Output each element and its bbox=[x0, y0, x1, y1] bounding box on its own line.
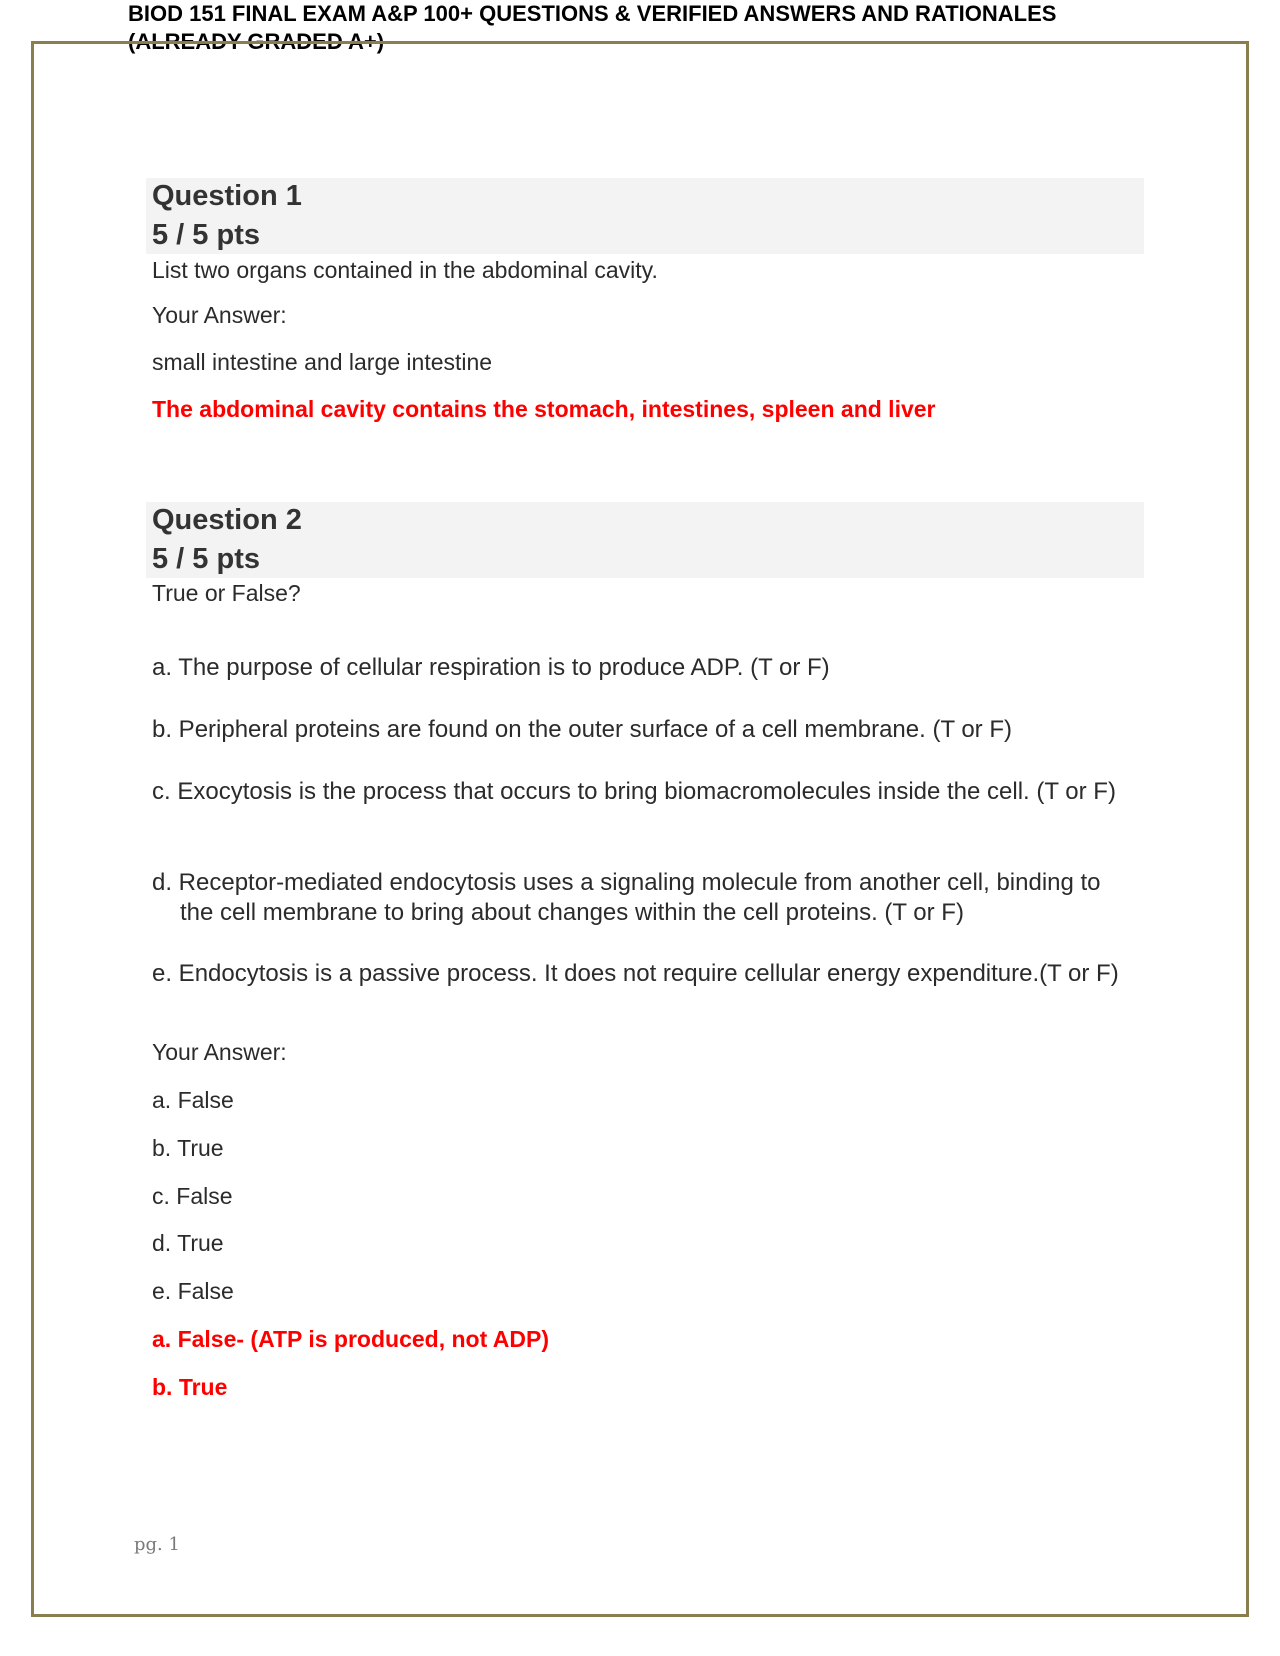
question-1-answer: small intestine and large intestine bbox=[152, 349, 493, 375]
question-1-your-answer-label: Your Answer: bbox=[152, 302, 287, 328]
question-2-answer-a: a. False bbox=[152, 1087, 234, 1113]
question-1-points: 5 / 5 pts bbox=[152, 219, 260, 251]
question-2-title: Question 2 bbox=[152, 504, 302, 536]
question-2-answer-b: b. True bbox=[152, 1135, 224, 1161]
question-2-option-b: b. Peripheral proteins are found on the outer surface of a cell membrane. (T or F) bbox=[152, 716, 1012, 743]
question-2-option-d: d. Receptor-mediated endocytosis uses a signaling molecule from another cell, binding to the cell membrane to bring about changes within the cell proteins. (T or F) bbox=[152, 869, 1101, 926]
question-2-prompt: True or False? bbox=[152, 580, 301, 606]
question-2-rationale-b: b. True bbox=[152, 1374, 228, 1400]
question-2-points: 5 / 5 pts bbox=[152, 543, 260, 575]
question-2-answer-d: d. True bbox=[152, 1230, 224, 1256]
question-1-rationale: The abdominal cavity contains the stomach, intestines, spleen and liver bbox=[152, 396, 936, 422]
page-number: pg. 1 bbox=[134, 1534, 180, 1555]
question-2-answer-e: e. False bbox=[152, 1278, 234, 1304]
document-title: BIOD 151 FINAL EXAM A&P 100+ QUESTIONS & VERIFIED ANSWERS AND RATIONALES (ALREADY GRADED A+) bbox=[128, 1, 1057, 54]
question-2-answer-c: c. False bbox=[152, 1183, 233, 1209]
question-2-option-c: c. Exocytosis is the process that occurs to bring biomacromolecules inside the cell. (T or F) bbox=[152, 778, 1116, 805]
question-2-option-a: a. The purpose of cellular respiration is to produce ADP. (T or F) bbox=[152, 654, 830, 681]
question-2-your-answer-label: Your Answer: bbox=[152, 1039, 287, 1065]
question-2-header bbox=[146, 502, 1144, 578]
question-2-option-e: e. Endocytosis is a passive process. It does not require cellular energy expenditure.(T or F) bbox=[152, 960, 1119, 987]
question-1-title: Question 1 bbox=[152, 180, 302, 212]
question-1-prompt: List two organs contained in the abdominal cavity. bbox=[152, 257, 658, 283]
question-1-header bbox=[146, 178, 1144, 254]
question-2-rationale-a: a. False- (ATP is produced, not ADP) bbox=[152, 1326, 550, 1352]
